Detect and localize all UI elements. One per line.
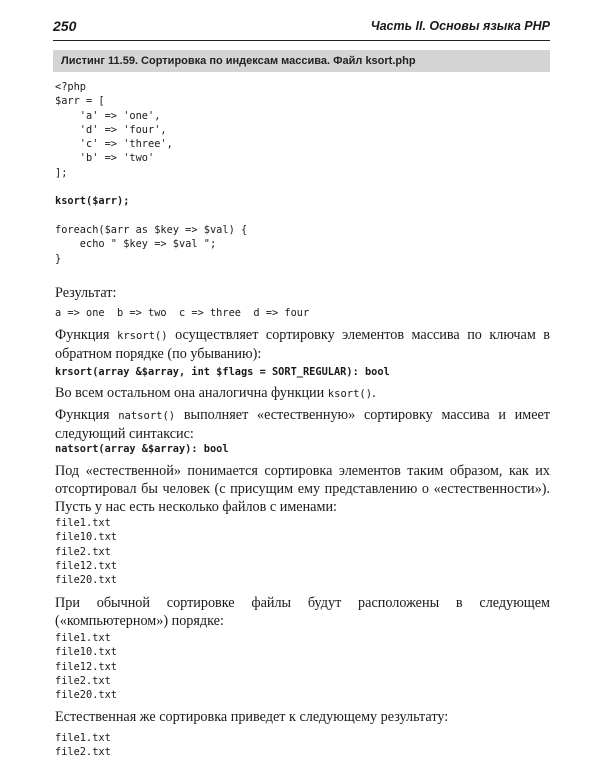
code-line: $arr = [ — [55, 95, 105, 108]
files-original-list — [55, 516, 117, 587]
result-output: a => one b => two c => three d => four — [55, 307, 310, 319]
files-natural-list — [55, 731, 111, 760]
krsort-paragraph — [55, 326, 550, 363]
normal-intro-paragraph: При обычной сортировке файлы будут расположены в следующем («компьютерном») порядке: — [55, 595, 550, 629]
code-line: <?php — [55, 81, 86, 93]
list-item: file1.txt — [55, 517, 111, 529]
code-line: } — [55, 252, 62, 265]
list-item: file2.txt — [55, 674, 111, 687]
running-header — [53, 18, 550, 40]
files-normal-list — [55, 631, 117, 702]
similar-paragraph — [55, 384, 550, 403]
text-run: выполняет «естественную» сортировку массива и имеет следующий синтаксис: — [55, 407, 551, 442]
header-rule — [53, 40, 550, 41]
code-line: 'c' => 'three', — [55, 138, 173, 151]
list-item: file1.txt — [55, 732, 111, 744]
text-run: Во всем остальном она аналогична функции — [55, 385, 328, 401]
list-item: file10.txt — [55, 646, 117, 659]
natural-result-intro: Естественная же сортировка приведет к следующему результату: — [55, 709, 449, 725]
text-run: Функция — [55, 327, 117, 343]
natsort-signature: natsort(array &$array): bool — [55, 443, 229, 455]
natsort-paragraph — [55, 406, 550, 443]
list-item: file12.txt — [55, 559, 117, 572]
text-run: осуществляет сортировку элементов массива по ключам в обратном порядке (по убыванию): — [55, 327, 551, 362]
code-listing — [55, 80, 247, 266]
inline-code: krsort() — [117, 330, 168, 342]
list-item: file20.txt — [55, 689, 117, 702]
inline-code: ksort() — [327, 388, 373, 400]
list-item: file20.txt — [55, 574, 117, 587]
listing-caption: Листинг 11.59. Сортировка по индексам массива. Файл ksort.php — [53, 50, 550, 72]
text-run: . — [372, 385, 376, 401]
list-item: file12.txt — [55, 660, 117, 673]
result-label: Результат: — [55, 285, 117, 301]
code-line: 'a' => 'one', — [55, 109, 161, 122]
list-item: file10.txt — [55, 531, 117, 544]
page-number: 250 — [53, 18, 77, 34]
code-line: ]; — [55, 166, 68, 179]
code-line: 'b' => 'two' — [55, 152, 155, 165]
list-item: file2.txt — [55, 746, 111, 759]
code-line: foreach($arr as $key => $val) { — [55, 223, 248, 236]
list-item: file2.txt — [55, 545, 111, 558]
natural-intro-paragraph: Под «естественной» понимается сортировка элементов таким образом, как их отсортировал бы человек (с присущим ему представлению о «естественности»). Пусть у нас есть несколько файлов с именами: — [55, 463, 550, 515]
code-line: echo " $key => $val "; — [55, 238, 217, 251]
running-title: Часть II. Основы языка PHP — [370, 19, 550, 33]
code-line-ksort: ksort($arr); — [55, 195, 130, 208]
list-item: file1.txt — [55, 632, 111, 644]
text-run: Функция — [55, 407, 119, 423]
code-line: 'd' => 'four', — [55, 123, 167, 136]
inline-code: natsort() — [118, 410, 176, 422]
krsort-signature: krsort(array &$array, int $flags = SORT_REGULAR): bool — [55, 366, 390, 378]
